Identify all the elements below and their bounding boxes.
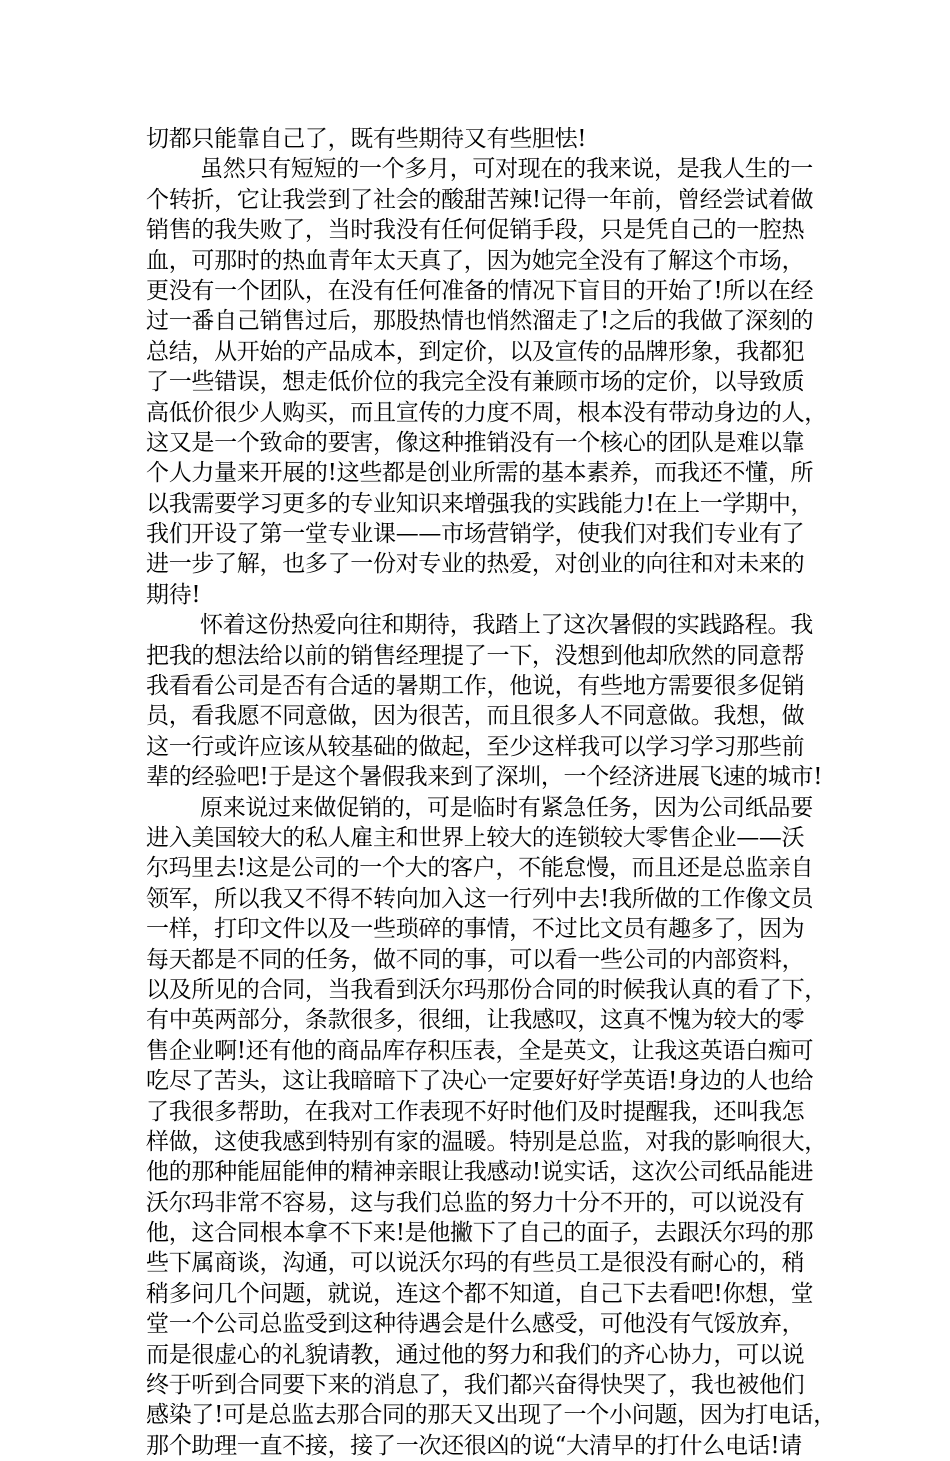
text-line: 进入美国较大的私人雇主和世界上较大的连锁较大零售企业——沃	[146, 824, 805, 851]
text-line: 我们开设了第一堂专业课——市场营销学，使我们对我们专业有了	[146, 521, 805, 548]
text-line: 进一步了解，也多了一份对专业的热爱，对创业的向往和对未来的	[146, 551, 805, 578]
text-line: 切都只能靠自己了，既有些期待又有些胆怯!	[146, 126, 587, 152]
text-line: 沃尔玛非常不容易，这与我们总监的努力十分不开的，可以说没有	[146, 1189, 805, 1216]
text-line: 原来说过来做促销的，可是临时有紧急任务，因为公司纸品要	[200, 794, 813, 821]
text-line: 了一些错误，想走低价位的我完全没有兼顾市场的定价，以导致质	[146, 369, 805, 396]
text-line: 虽然只有短短的一个多月，可对现在的我来说，是我人生的一	[200, 156, 813, 183]
text-line: 他，这合同根本拿不下来!是他撇下了自己的面子，去跟沃尔玛的那	[146, 1220, 814, 1247]
text-line: 以我需要学习更多的专业知识来增强我的实践能力!在上一学期中，	[146, 490, 814, 517]
text-line: 那个助理一直不接，接了一次还很凶的说“大清早的打什么电话!请	[146, 1432, 803, 1459]
text-line: 个转折，它让我尝到了社会的酸甜苦辣!记得一年前，曾经尝试着做	[146, 186, 814, 213]
text-line: 总结，从开始的产品成本，到定价，以及宣传的品牌形象，我都犯	[146, 338, 805, 365]
text-line: 尔玛里去!这是公司的一个大的客户，不能怠慢，而且还是总监亲自	[146, 855, 814, 882]
text-line: 把我的想法给以前的销售经理提了一下，没想到他却欣然的同意帮	[146, 642, 805, 669]
text-line: 一样，打印文件以及一些琐碎的事情，不过比文员有趣多了，因为	[146, 916, 805, 943]
text-line: 怀着这份热爱向往和期待，我踏上了这次暑假的实践路程。我	[200, 612, 813, 639]
text-line: 期待!	[146, 581, 201, 608]
body-text	[146, 124, 836, 1461]
text-line: 血，可那时的热血青年太天真了，因为她完全没有了解这个市场，	[146, 247, 805, 274]
text-line: 售企业啊!还有他的商品库存积压表，全是英文，让我这英语白痴可	[146, 1037, 814, 1064]
text-line: 员，看我愿不同意做，因为很苦，而且很多人不同意做。我想，做	[146, 703, 805, 730]
text-line: 高低价很少人购买，而且宣传的力度不周，根本没有带动身边的人，	[146, 399, 828, 426]
text-line: 个人力量来开展的!这些都是创业所需的基本素养，而我还不懂，所	[146, 460, 814, 487]
text-line: 领军，所以我又不得不转向加入这一行列中去!我所做的工作像文员	[146, 885, 814, 912]
text-line: 以及所见的合同，当我看到沃尔玛那份合同的时候我认真的看了下，	[146, 976, 828, 1003]
text-line: 这又是一个致命的要害，像这种推销没有一个核心的团队是难以靠	[146, 429, 805, 456]
text-line: 感染了!可是总监去那合同的那天又出现了一个小问题，因为打电话，	[146, 1402, 836, 1429]
text-line: 样做，这使我感到特别有家的温暖。特别是总监，对我的影响很大，	[146, 1128, 828, 1155]
text-line: 销售的我失败了，当时我没有任何促销手段，只是凭自己的一腔热	[146, 217, 805, 244]
text-line: 这一行或许应该从较基础的做起，至少这样我可以学习学习那些前	[146, 733, 805, 760]
text-line: 辈的经验吧!于是这个暑假我来到了深圳，一个经济进展飞速的城市!	[146, 764, 823, 791]
text-line: 些下属商谈，沟通，可以说沃尔玛的有些员工是很没有耐心的，稍	[146, 1250, 805, 1277]
text-line: 我看看公司是否有合适的暑期工作，他说，有些地方需要很多促销	[146, 673, 805, 700]
text-line: 而是很虚心的礼貌请教，通过他的努力和我们的齐心协力，可以说	[146, 1341, 805, 1368]
text-line: 了我很多帮助，在我对工作表现不好时他们及时提醒我，还叫我怎	[146, 1098, 805, 1125]
text-line: 每天都是不同的任务，做不同的事，可以看一些公司的内部资料，	[146, 946, 805, 973]
text-line: 有中英两部分，条款很多，很细，让我感叹，这真不愧为较大的零	[146, 1007, 805, 1034]
text-line: 更没有一个团队，在没有任何准备的情况下盲目的开始了!所以在经	[146, 277, 814, 304]
text-line: 堂一个公司总监受到这种待遇会是什么感受，可他没有气馁放弃，	[146, 1311, 805, 1338]
text-line: 过一番自己销售过后，那股热情也悄然溜走了!之后的我做了深刻的	[146, 308, 814, 335]
text-line: 稍多问几个问题，就说，连这个都不知道，自己下去看吧!你想，堂	[146, 1280, 814, 1307]
text-line: 终于听到合同要下来的消息了，我们都兴奋得快哭了，我也被他们	[146, 1372, 805, 1399]
text-line: 吃尽了苦头，这让我暗暗下了决心一定要好好学英语!身边的人也给	[146, 1068, 814, 1095]
text-line: 他的那种能屈能伸的精神亲眼让我感动!说实话，这次公司纸品能进	[146, 1159, 814, 1186]
